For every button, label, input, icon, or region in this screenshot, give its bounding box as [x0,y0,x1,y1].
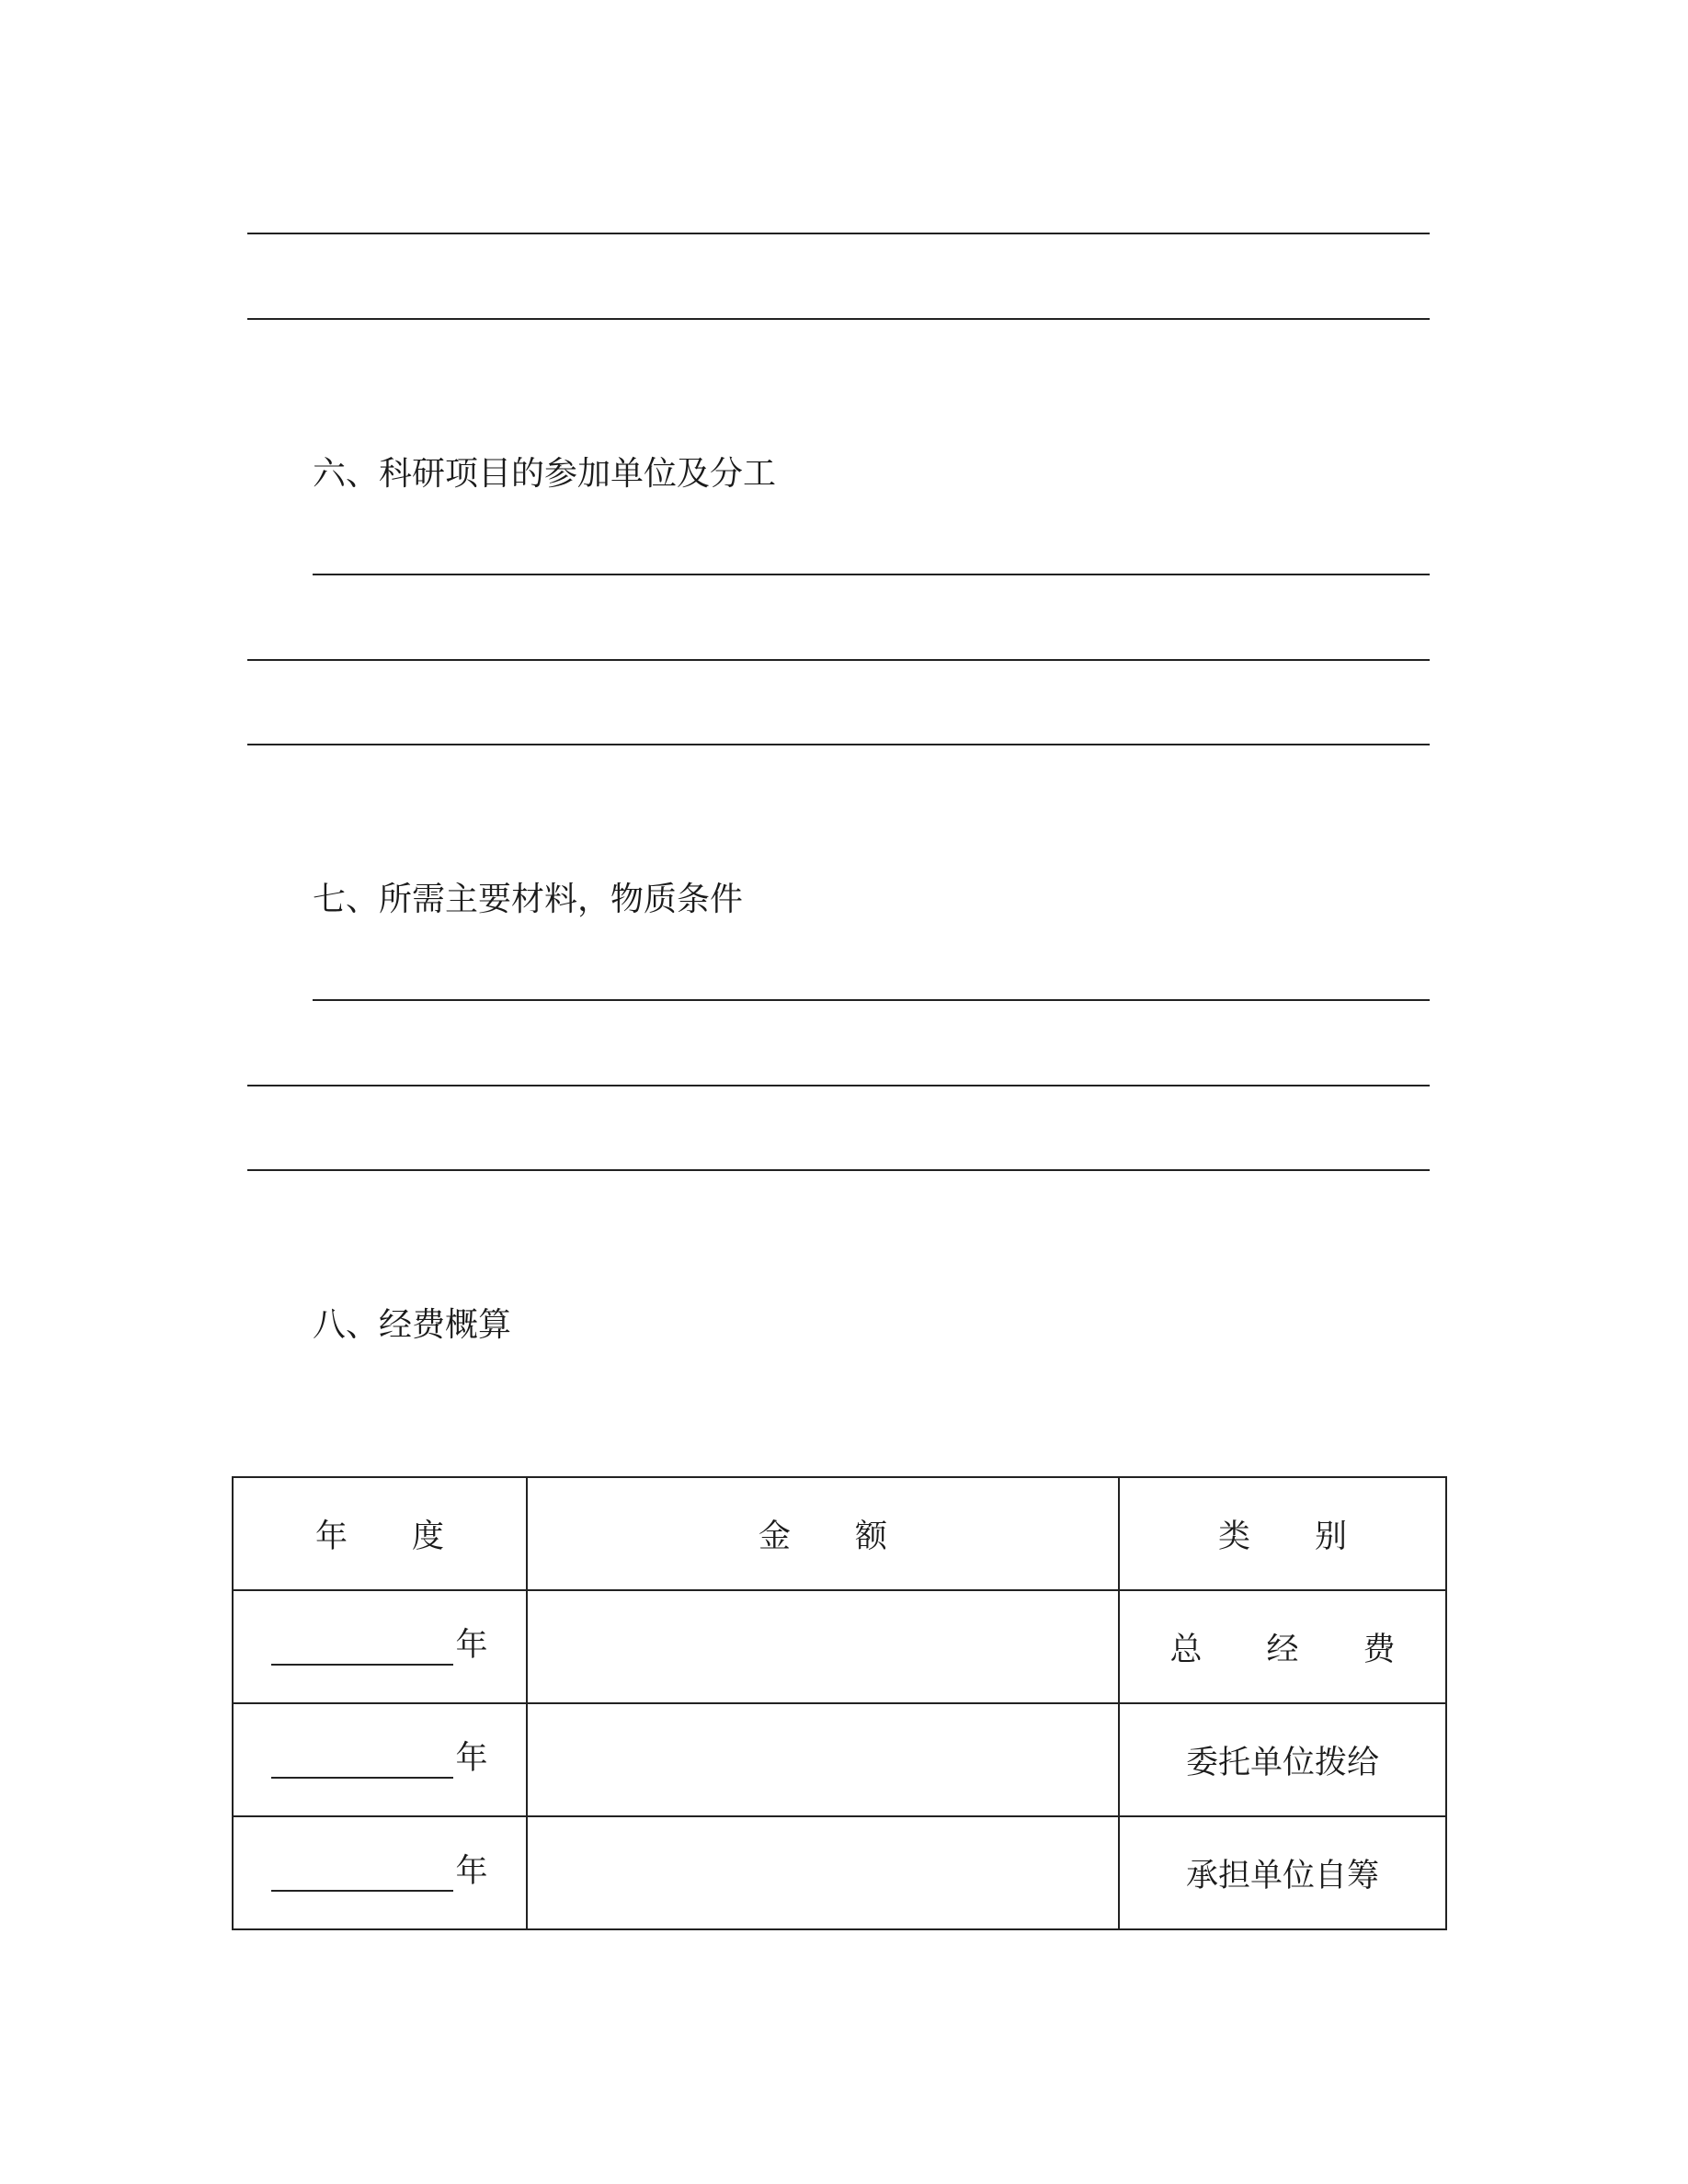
section-heading-eight: 八、经费概算 [313,1306,512,1344]
amount-cell[interactable] [527,1590,1119,1703]
header-category: 类 别 [1119,1477,1446,1590]
fill-line[interactable] [313,574,1430,575]
table-header-row [233,1477,1446,1590]
header-amount: 金 额 [527,1477,1119,1590]
amount-cell[interactable] [527,1703,1119,1816]
category-cell: 承担单位自筹 [1119,1816,1446,1929]
year-cell[interactable]: 年 [233,1703,527,1816]
fill-line[interactable] [247,659,1430,661]
year-cell[interactable]: 年 [233,1816,527,1929]
fill-line [247,233,1430,234]
fill-line[interactable] [247,1085,1430,1086]
year-blank[interactable] [271,1632,453,1666]
year-blank[interactable] [271,1746,453,1779]
fill-line[interactable] [313,999,1430,1001]
table-row [233,1816,1446,1929]
header-year: 年 度 [233,1477,527,1590]
section-heading-six: 六、科研项目的参加单位及分工 [313,455,777,493]
year-blank[interactable] [271,1859,453,1892]
table-row [233,1590,1446,1703]
year-cell[interactable]: 年 [233,1590,527,1703]
category-cell: 委托单位拨给 [1119,1703,1446,1816]
amount-cell[interactable] [527,1816,1119,1929]
budget-table [232,1476,1447,1930]
category-cell: 总 经 费 [1119,1590,1446,1703]
table-row [233,1703,1446,1816]
section-heading-seven: 七、所需主要材料，物质条件 [313,881,744,918]
fill-line[interactable] [247,1169,1430,1171]
fill-line [247,318,1430,320]
fill-line[interactable] [247,744,1430,745]
